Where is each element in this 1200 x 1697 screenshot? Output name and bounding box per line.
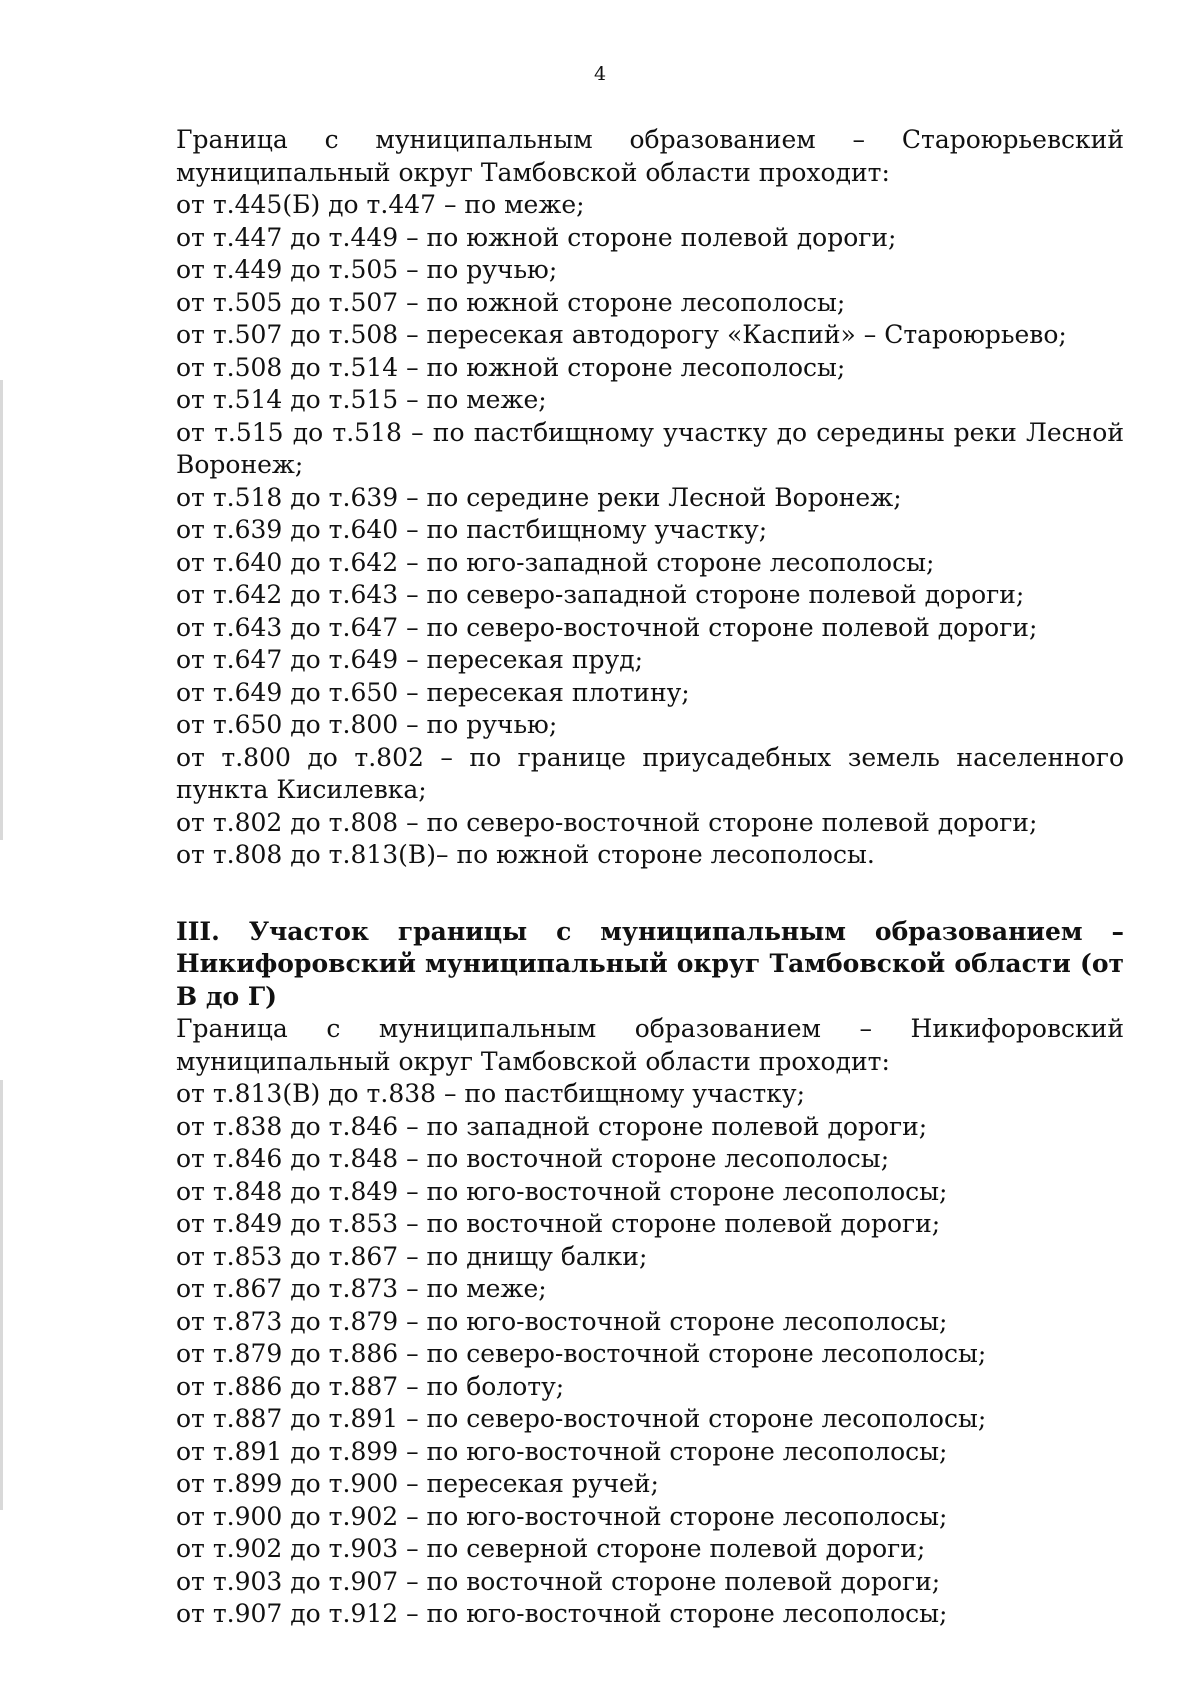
boundary-line: от т.649 до т.650 – пересекая плотину; (176, 677, 690, 707)
boundary-line: от т.879 до т.886 – по северо-восточной стороне лесополосы; (176, 1339, 987, 1368)
boundary-line: от т.849 до т.853 – по восточной стороне полевой дороги; (176, 1209, 941, 1238)
document-body (176, 124, 1124, 1631)
boundary-line: от т.515 до т.518 – по пастбищному участку до середины реки Лесной Воронеж; (176, 417, 1124, 479)
boundary-line: от т.903 до т.907 – по восточной стороне полевой дороги; (176, 1566, 941, 1596)
boundary-line: от т.639 до т.640 – по пастбищному участку; (176, 515, 768, 544)
boundary-line: от т.642 до т.643 – по северо-западной стороне полевой дороги; (176, 580, 1025, 609)
boundary-line: от т.514 до т.515 – по меже; (176, 385, 547, 414)
boundary-line: от т.873 до т.879 – по юго-восточной стороне лесополосы; (176, 1306, 948, 1336)
section-gap (176, 872, 1124, 916)
boundary-line: от т.518 до т.639 – по середине реки Лесной Воронеж; (176, 482, 902, 512)
boundary-line: от т.899 до т.900 – пересекая ручей; (176, 1469, 659, 1498)
boundary-line: от т.886 до т.887 – по болоту; (176, 1371, 565, 1401)
section-3-intro: Граница с муниципальным образованием – Никифоровский муниципальный округ Тамбовской области проходит: (176, 1014, 1124, 1076)
boundary-line: от т.447 до т.449 – по южной стороне полевой дороги; (176, 222, 897, 252)
scan-edge-mark-bottom (0, 1080, 3, 1510)
boundary-line: от т.508 до т.514 – по южной стороне лесополосы; (176, 352, 846, 382)
boundary-line: от т.802 до т.808 – по северо-восточной стороне полевой дороги; (176, 807, 1038, 837)
boundary-line: от т.813(В) до т.838 – по пастбищному участку; (176, 1079, 805, 1108)
boundary-line: от т.507 до т.508 – пересекая автодорогу «Каспий» – Староюрьево; (176, 320, 1067, 349)
boundary-line: от т.505 до т.507 – по южной стороне лесополосы; (176, 287, 846, 317)
boundary-line: от т.800 до т.802 – по границе приусадебных земель населенного пункта Кисилевка; (176, 742, 1124, 804)
boundary-line: от т.808 до т.813(В)– по южной стороне лесополосы. (176, 840, 875, 869)
section-3-heading: III. Участок границы с муниципальным образованием – Никифоровский муниципальный округ Тамбовской области (от В до Г) (176, 916, 1124, 1011)
boundary-line: от т.853 до т.867 – по днищу балки; (176, 1241, 648, 1271)
boundary-line: от т.449 до т.505 – по ручью; (176, 255, 558, 284)
boundary-line: от т.445(Б) до т.447 – по меже; (176, 190, 585, 219)
boundary-line: от т.887 до т.891 – по северо-восточной стороне лесополосы; (176, 1404, 987, 1433)
boundary-line: от т.891 до т.899 – по юго-восточной стороне лесополосы; (176, 1436, 948, 1466)
section-1-intro: Граница с муниципальным образованием – Староюрьевский муниципальный округ Тамбовской области проходит: (176, 125, 1124, 187)
boundary-line: от т.650 до т.800 – по ручью; (176, 710, 558, 739)
scan-edge-mark-top (0, 380, 3, 840)
boundary-line: от т.867 до т.873 – по меже; (176, 1274, 547, 1303)
boundary-line: от т.838 до т.846 – по западной стороне полевой дороги; (176, 1111, 928, 1141)
boundary-line: от т.900 до т.902 – по юго-восточной стороне лесополосы; (176, 1501, 948, 1531)
page-number: 4 (593, 63, 607, 85)
boundary-line: от т.846 до т.848 – по восточной стороне лесополосы; (176, 1144, 890, 1173)
boundary-line: от т.907 до т.912 – по юго-восточной стороне лесополосы; (176, 1599, 948, 1628)
boundary-line: от т.647 до т.649 – пересекая пруд; (176, 645, 644, 674)
boundary-line: от т.640 до т.642 – по юго-западной стороне лесополосы; (176, 547, 935, 577)
boundary-line: от т.902 до т.903 – по северной стороне полевой дороги; (176, 1534, 926, 1563)
boundary-line: от т.643 до т.647 – по северо-восточной стороне полевой дороги; (176, 612, 1038, 642)
boundary-line: от т.848 до т.849 – по юго-восточной стороне лесополосы; (176, 1176, 948, 1206)
